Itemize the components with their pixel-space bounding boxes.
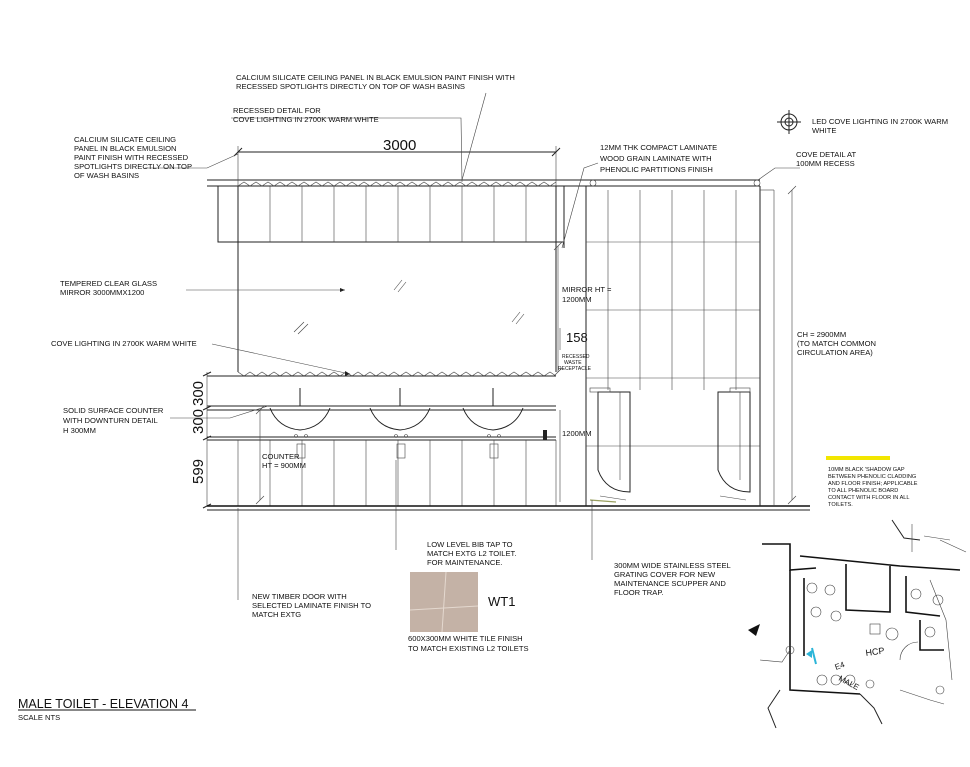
- svg-text:(TO MATCH COMMON: (TO MATCH COMMON: [797, 339, 877, 348]
- svg-text:WHITE: WHITE: [812, 126, 837, 135]
- mirror: [238, 242, 556, 372]
- svg-text:OF WASH BASINS: OF WASH BASINS: [74, 171, 140, 180]
- svg-text:H 300MM: H 300MM: [63, 426, 96, 435]
- svg-text:100MM RECESS: 100MM RECESS: [796, 159, 855, 168]
- wash-basin-2: [370, 388, 430, 458]
- dimension-ceiling-height: [788, 186, 796, 504]
- dimension-width: [234, 137, 560, 186]
- annotation-cove-lighting: [51, 339, 197, 348]
- annotation-laminate: [600, 143, 717, 174]
- drawing-scale: SCALE NTS: [18, 713, 61, 722]
- svg-text:SELECTED LAMINATE FINISH TO: SELECTED LAMINATE FINISH TO: [252, 601, 371, 610]
- key-plan-room-male: MALE: [837, 673, 861, 692]
- title-block: [18, 697, 196, 722]
- annotation-ceiling-left: [74, 135, 192, 180]
- dimension-counter-up: 300: [190, 380, 207, 406]
- svg-text:BETWEEN PHENOLIC CLADDING: BETWEEN PHENOLIC CLADDING: [828, 474, 917, 480]
- svg-text:PHENOLIC PARTITIONS FINISH: PHENOLIC PARTITIONS FINISH: [600, 165, 713, 174]
- drawing-title: MALE TOILET - ELEVATION 4: [18, 697, 189, 711]
- urinal-wall: [586, 186, 774, 506]
- svg-text:SOLID SURFACE COUNTER: SOLID SURFACE COUNTER: [63, 406, 164, 415]
- svg-text:AND FLOOR FINISH; APPLICABLE: AND FLOOR FINISH; APPLICABLE: [828, 481, 918, 487]
- dimension-urinal-height: [560, 410, 592, 502]
- svg-text:CH = 2900MM: CH = 2900MM: [797, 330, 847, 339]
- svg-text:MIRROR 3000MMX1200: MIRROR 3000MMX1200: [60, 288, 145, 297]
- wash-basin-3: [463, 388, 523, 458]
- tile-code-label: WT1: [488, 594, 516, 609]
- svg-text:TEMPERED CLEAR GLASS: TEMPERED CLEAR GLASS: [60, 279, 158, 288]
- svg-text:TOILETS.: TOILETS.: [828, 502, 853, 508]
- key-plan: [748, 520, 966, 728]
- annotation-led-cove: [812, 117, 948, 135]
- annotation-ceiling-top: [236, 73, 515, 91]
- svg-text:GRATING COVER FOR NEW: GRATING COVER FOR NEW: [614, 570, 716, 579]
- svg-text:12MM THK COMPACT LAMINATE: 12MM THK COMPACT LAMINATE: [600, 143, 718, 152]
- recessed-waste-label: [558, 354, 592, 372]
- led-light-symbol-icon: [777, 110, 801, 134]
- annotation-ceiling-height: [797, 330, 876, 357]
- urinal-2: [718, 388, 750, 500]
- annotation-counter-height: [262, 452, 306, 470]
- svg-text:RECESSED: RECESSED: [562, 354, 590, 360]
- mirror-height-label-2: 1200MM: [562, 295, 592, 304]
- annotation-counter: [63, 406, 164, 435]
- svg-text:MIRROR HT =: [562, 285, 612, 294]
- svg-text:CALCIUM SILICATE CEILING: CALCIUM SILICATE CEILING: [74, 135, 176, 144]
- svg-text:LED COVE LIGHTING IN 2700K WAR: LED COVE LIGHTING IN 2700K WARM: [812, 117, 949, 126]
- ceiling-band: [207, 180, 760, 248]
- svg-text:WITH DOWNTURN DETAIL: WITH DOWNTURN DETAIL: [63, 416, 158, 425]
- floor-line: [207, 506, 810, 510]
- annotation-cove-detail: [796, 150, 857, 168]
- wash-basin-1: [270, 388, 330, 458]
- svg-text:COVE LIGHTING IN 2700K WARM WH: COVE LIGHTING IN 2700K WARM WHITE: [233, 115, 379, 124]
- svg-text:MATCH EXTG L2 TOILET.: MATCH EXTG L2 TOILET.: [427, 549, 517, 558]
- svg-text:CIRCULATION AREA): CIRCULATION AREA): [797, 348, 873, 357]
- tile-swatch: [408, 572, 529, 653]
- svg-text:HT = 900MM: HT = 900MM: [262, 461, 306, 470]
- svg-text:COVE DETAIL AT: COVE DETAIL AT: [796, 150, 857, 159]
- bib-tap-icon: [543, 430, 547, 440]
- dimension-counter-down: 300: [190, 408, 207, 434]
- svg-text:600X300MM WHITE TILE FINISH: 600X300MM WHITE TILE FINISH: [408, 634, 523, 643]
- svg-text:RECESSED SPOTLIGHTS DIRECTLY O: RECESSED SPOTLIGHTS DIRECTLY ON TOP OF WASH BASINS: [236, 82, 465, 91]
- svg-text:FOR MAINTENANCE.: FOR MAINTENANCE.: [427, 558, 503, 567]
- annotation-bib-tap: [427, 540, 516, 567]
- svg-text:MAINTENANCE SCUPPER AND: MAINTENANCE SCUPPER AND: [614, 579, 726, 588]
- svg-text:FLOOR TRAP.: FLOOR TRAP.: [614, 588, 664, 597]
- svg-text:300MM WIDE STAINLESS STEEL: 300MM WIDE STAINLESS STEEL: [614, 561, 731, 570]
- svg-text:WASTE: WASTE: [564, 360, 582, 366]
- svg-text:TO ALL PHENOLIC BOARD: TO ALL PHENOLIC BOARD: [828, 488, 899, 494]
- svg-text:COVE LIGHTING IN 2700K WARM WH: COVE LIGHTING IN 2700K WARM WHITE: [51, 339, 197, 348]
- wash-basins: [270, 388, 547, 458]
- shadow-gap-highlight: [826, 456, 890, 460]
- dimension-below-counter: 599: [190, 458, 207, 484]
- svg-text:SPOTLIGHTS DIRECTLY ON TOP: SPOTLIGHTS DIRECTLY ON TOP: [74, 162, 193, 171]
- svg-text:PANEL IN BLACK EMULSION: PANEL IN BLACK EMULSION: [74, 144, 177, 153]
- svg-text:LOW LEVEL BIB TAP TO: LOW LEVEL BIB TAP TO: [427, 540, 513, 549]
- key-plan-elevation-ref: E4: [833, 660, 846, 672]
- svg-text:1200MM: [562, 295, 592, 304]
- dimension-width-label: 3000: [383, 137, 417, 154]
- svg-text:COUNTER: COUNTER: [262, 452, 300, 461]
- annotation-door: [252, 592, 371, 619]
- svg-text:10MM BLACK 'SHADOW GAP: 10MM BLACK 'SHADOW GAP: [828, 467, 905, 473]
- annotation-mirror: [60, 279, 157, 297]
- svg-text:CONTACT WITH FLOOR IN ALL: CONTACT WITH FLOOR IN ALL: [828, 495, 910, 501]
- annotation-recessed-detail: [233, 106, 379, 124]
- svg-text:WOOD GRAIN LAMINATE WITH: WOOD GRAIN LAMINATE WITH: [600, 154, 712, 163]
- urinal-1: [590, 388, 630, 502]
- key-plan-room-hcp: HCP: [864, 645, 886, 658]
- counter: [207, 372, 556, 440]
- dimension-recess-label: 158: [566, 330, 588, 345]
- svg-text:NEW TIMBER DOOR WITH: NEW TIMBER DOOR WITH: [252, 592, 347, 601]
- elevation-marker: [812, 648, 816, 664]
- mirror-height-label-1: MIRROR HT =: [562, 285, 612, 294]
- svg-text:CALCIUM SILICATE CEILING PANEL: CALCIUM SILICATE CEILING PANEL IN BLACK EMULSION PAINT FINISH WITH: [236, 73, 515, 82]
- svg-text:RECESSED DETAIL FOR: RECESSED DETAIL FOR: [233, 106, 321, 115]
- annotation-shadow-gap: [828, 467, 918, 508]
- svg-text:MATCH EXTG: MATCH EXTG: [252, 610, 302, 619]
- annotation-grating: [614, 561, 731, 597]
- urinal-height-label: 1200MM: [562, 429, 592, 438]
- svg-text:TO MATCH EXISTING L2 TOILETS: TO MATCH EXISTING L2 TOILETS: [408, 644, 529, 653]
- svg-text:PAINT FINISH WITH RECESSED: PAINT FINISH WITH RECESSED: [74, 153, 189, 162]
- svg-text:RECEPTACLE: RECEPTACLE: [558, 366, 591, 372]
